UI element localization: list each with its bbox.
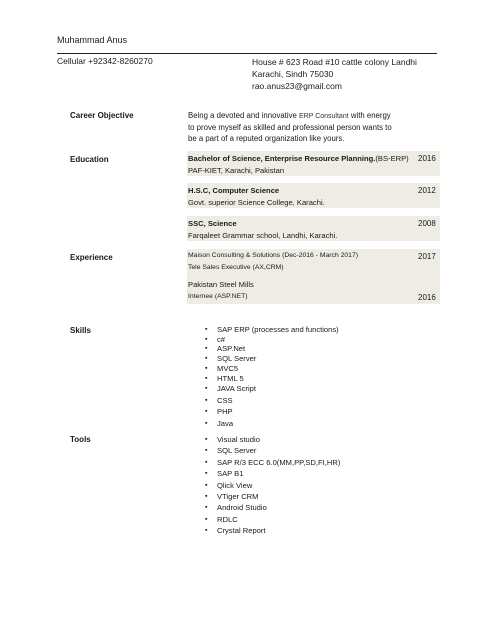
address-line-1: House # 623 Road #10 cattle colony Landhi	[252, 57, 417, 67]
candidate-name: Muhammad Anus	[57, 35, 128, 45]
list-item: ▪ Android Studio	[205, 502, 340, 513]
list-item: ▪ ASP.Net	[205, 344, 339, 354]
experience-company: Pakistan Steel Mills	[188, 280, 254, 289]
objective-line1-start: Being a devoted and innovative	[188, 111, 299, 120]
education-year: 2008	[418, 219, 436, 228]
email-address: rao.anus23@gmail.com	[252, 81, 342, 91]
list-item: ▪ SAP B1	[205, 468, 340, 479]
list-item: ▪ PHP	[205, 406, 339, 418]
skills-list	[205, 325, 339, 429]
list-item: ▪ Qlick View	[205, 480, 340, 491]
tools-heading: Tools	[70, 435, 91, 444]
experience-heading: Experience	[70, 253, 113, 262]
list-item: ▪ RDLC	[205, 514, 340, 525]
objective-line2: to prove myself as skilled and professional person wants to	[188, 123, 392, 132]
experience-role: Tele Sales Executive (AX,CRM)	[188, 264, 284, 271]
career-objective-heading: Career Objective	[70, 111, 134, 120]
experience-year: 2017	[418, 252, 436, 261]
list-item: ▪ SAP ERP (processes and functions)	[205, 325, 339, 335]
education-title: H.S.C, Computer Science	[188, 186, 280, 195]
experience-company: Maison Consulting & Solutions (Dec-2016 - March 2017)	[188, 252, 359, 259]
education-institute: Govt. superior Science College, Karachi.	[188, 198, 325, 207]
list-item: ▪ Visual studio	[205, 434, 340, 445]
education-title: Bachelor of Science, Enterprise Resource Planning.(BS-ERP)	[188, 154, 409, 163]
objective-line1-end: with energy	[348, 111, 391, 120]
objective-line3: be a part of a reputed organization like yours.	[188, 134, 345, 143]
header-divider	[57, 53, 437, 54]
experience-role: Internee (ASP.NET)	[188, 293, 248, 300]
objective-highlight: ERP Consultant	[298, 113, 349, 120]
list-item: ▪ HTML 5	[205, 374, 339, 384]
skills-heading: Skills	[70, 326, 91, 335]
list-item: ▪ SQL Server	[205, 354, 339, 364]
education-year: 2012	[418, 186, 436, 195]
address-line-2: Karachi, Sindh 75030	[252, 69, 334, 79]
education-institute: PAF-KIET, Karachi, Pakistan	[188, 166, 285, 175]
cellular-number: Cellular +92342-8260270	[57, 56, 153, 66]
tools-list	[205, 434, 340, 537]
list-item: ▪ SAP R/3 ECC 6.0(MM,PP,SD,FI,HR)	[205, 457, 340, 468]
list-item: ▪ Crystal Report	[205, 525, 340, 536]
education-heading: Education	[70, 155, 109, 164]
education-title: SSC, Science	[188, 219, 237, 228]
list-item: ▪ Java	[205, 418, 339, 430]
education-institute: Farqaleet Grammar school, Landhi, Karachi.	[188, 231, 338, 240]
career-objective-text	[188, 110, 392, 144]
experience-year: 2016	[418, 293, 436, 302]
education-year: 2016	[418, 154, 436, 163]
list-item: ▪ c#	[205, 335, 339, 345]
list-item: ▪ VTiger CRM	[205, 491, 340, 502]
list-item: ▪ JAVA Script	[205, 383, 339, 395]
list-item: ▪ CSS	[205, 395, 339, 407]
list-item: ▪ MVC5	[205, 364, 339, 374]
list-item: ▪ SQL Server	[205, 445, 340, 456]
